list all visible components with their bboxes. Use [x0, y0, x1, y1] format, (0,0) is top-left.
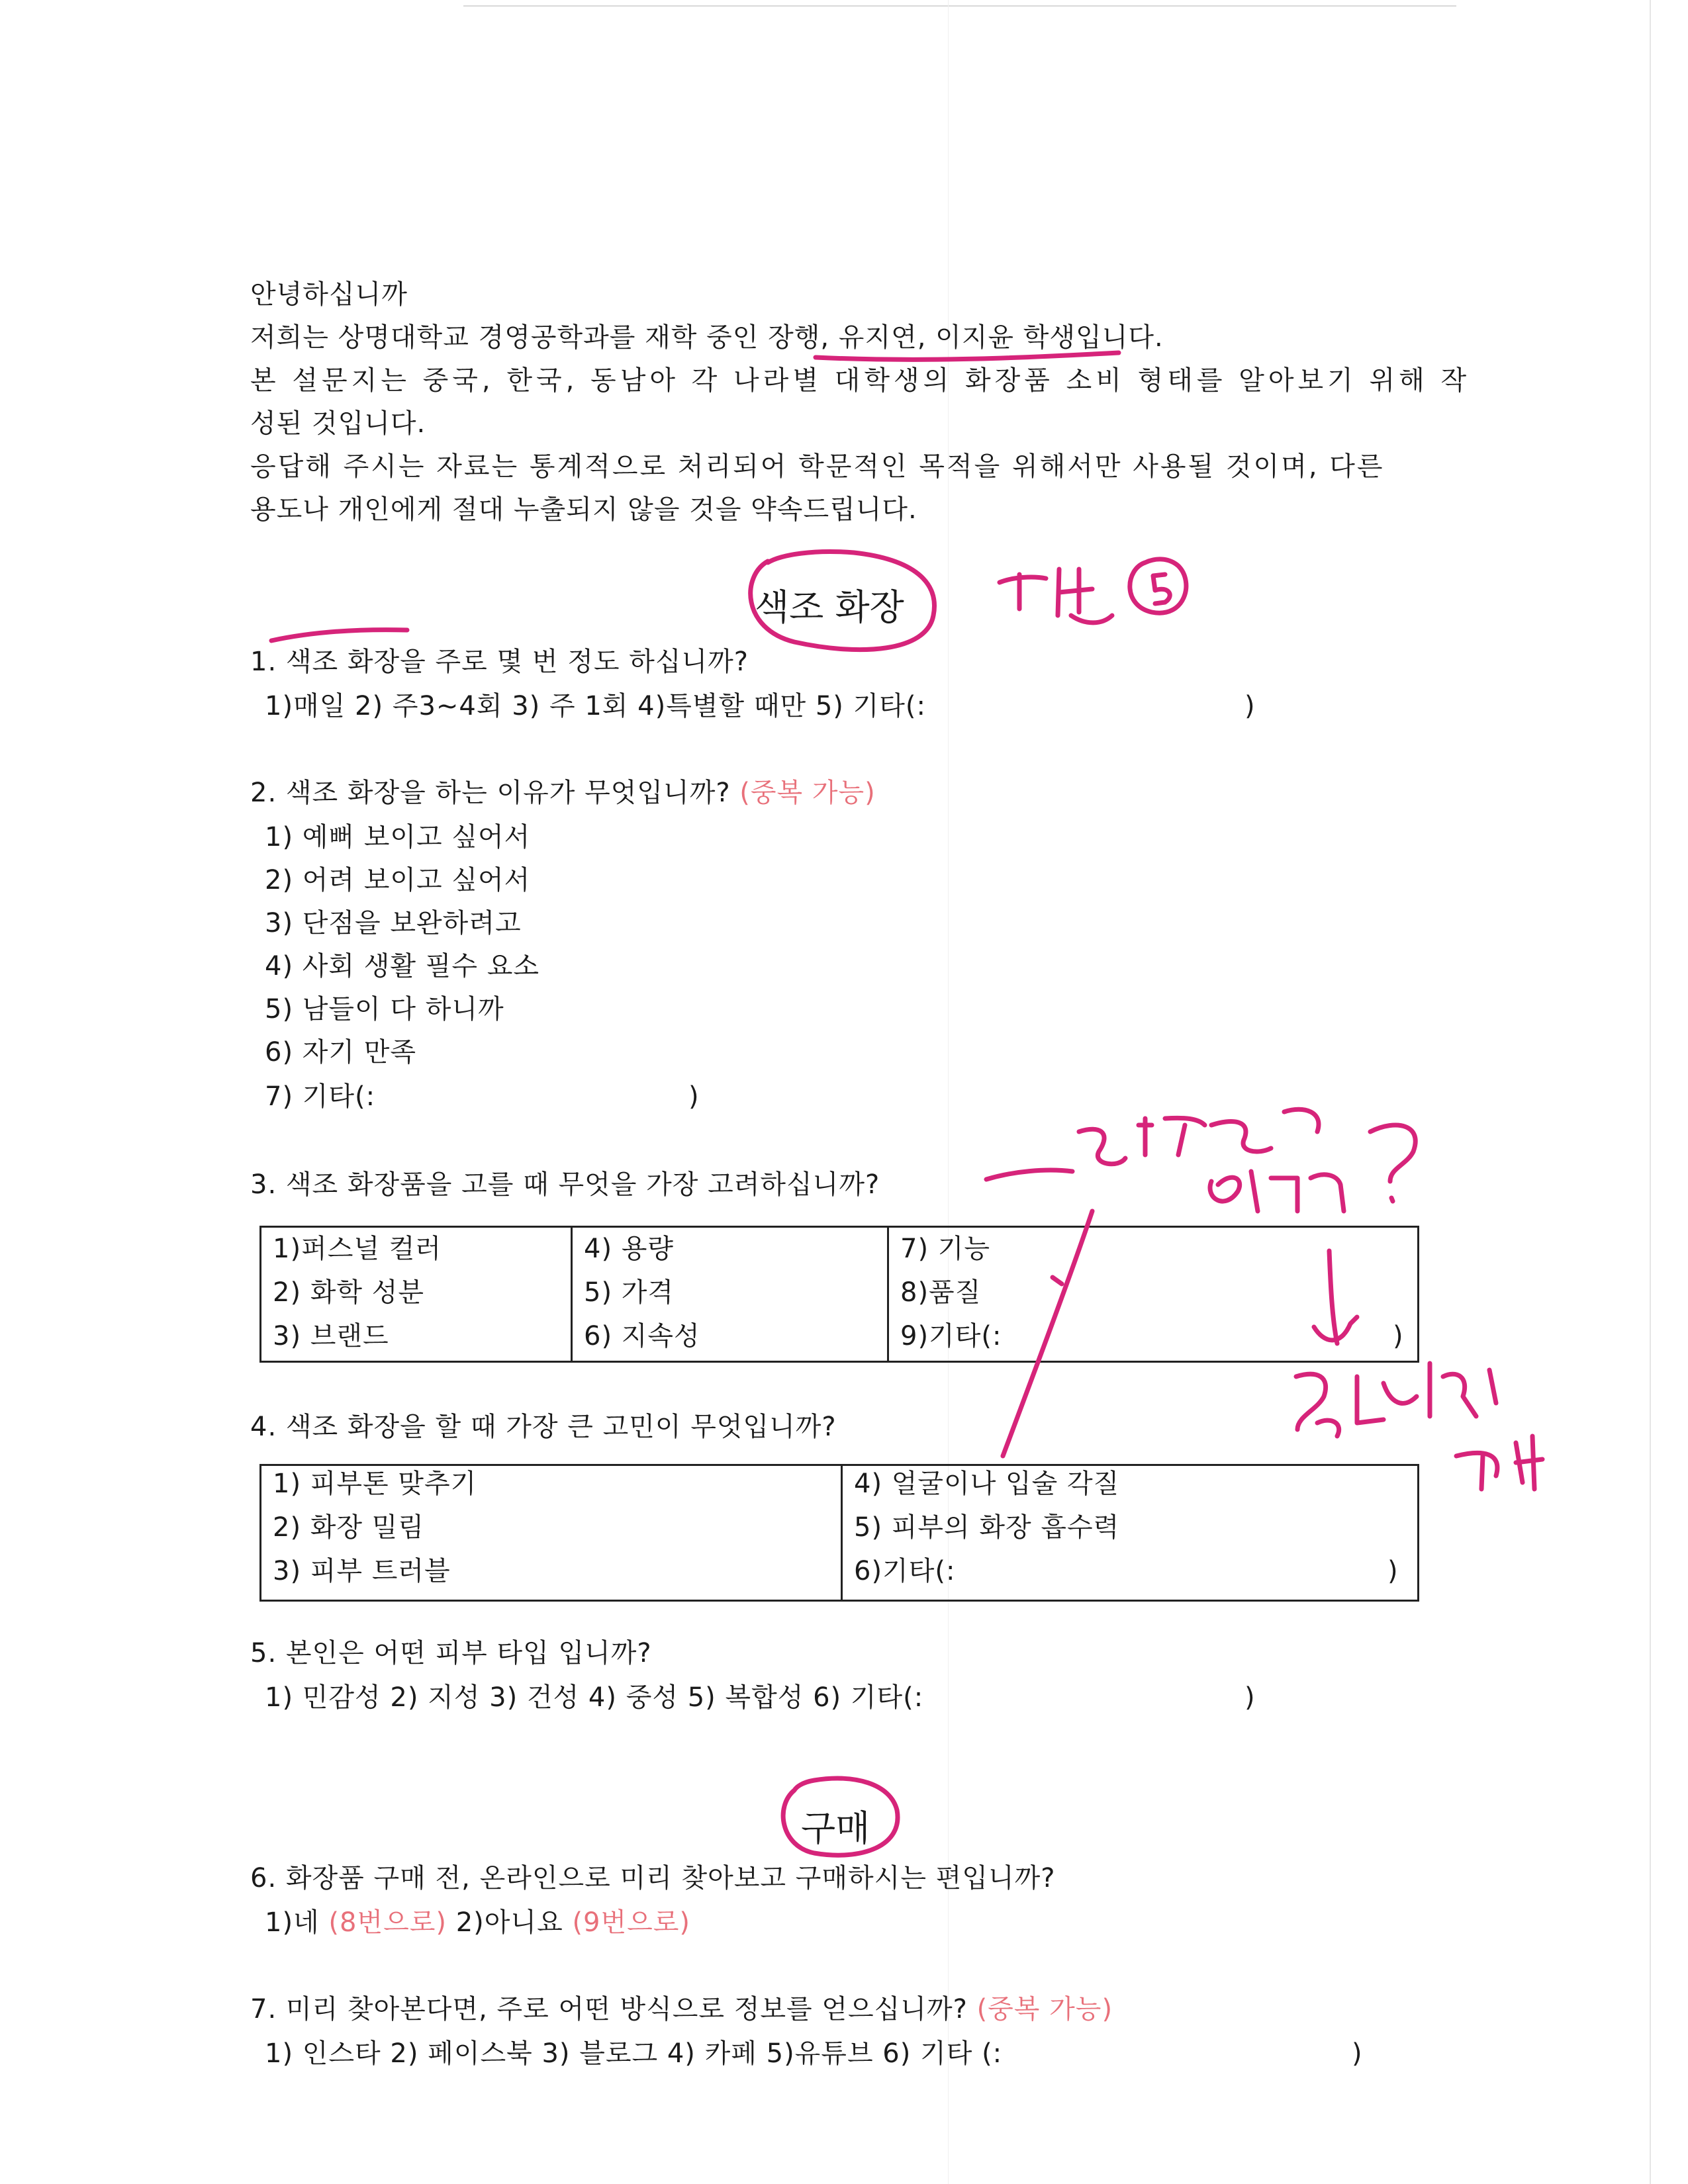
q6-option-no: 2)아니요: [455, 1907, 563, 1938]
section-title-purchase: 구매: [801, 1807, 870, 1849]
q4-option: 2) 화장 밀림: [273, 1512, 425, 1543]
section-title-makeup: 색조 화장: [755, 586, 904, 628]
q3-option: 5) 가격: [584, 1277, 675, 1308]
q2-option: 7) 기타(:: [265, 1081, 376, 1112]
note-scribble-1: [1000, 569, 1112, 623]
q4-option: 6)기타(:: [854, 1556, 956, 1586]
intro-line: 응답해 주시는 자료는 통계적으로 처리되어 학문적인 목적을 위해서만 사용될 것이며, 다른: [250, 451, 1385, 482]
intro-line: 저희는 상명대학교 경영공학과를 재학 중인 장행, 유지연, 이지윤 학생입니다.: [250, 322, 1164, 353]
intro-line: 성된 것입니다.: [250, 408, 426, 439]
q4-option: 4) 얼굴이나 입술 각질: [854, 1469, 1120, 1499]
q2-question-text: 2. 색조 화장을 하는 이유가 무엇입니까?: [250, 778, 731, 808]
intro-line: 안녕하십니까: [250, 279, 408, 310]
q6-question: 6. 화장품 구매 전, 온라인으로 미리 찾아보고 구매하시는 편입니까?: [250, 1863, 1056, 1893]
q4-option: 5) 피부의 화장 흡수력: [854, 1512, 1120, 1543]
q1-options: 1)매일 2) 주3~4회 3) 주 1회 4)특별할 때만 5) 기타(:: [265, 691, 926, 721]
q3-dash: [986, 1170, 1072, 1179]
q3-option: 9)기타(:: [900, 1321, 1002, 1351]
q3-option: 7) 기능: [900, 1234, 991, 1264]
q2-multi-note: (중복 가능): [739, 778, 876, 808]
intro-line: 용도나 개인에게 절대 누출되지 않을 것을 약속드립니다.: [250, 494, 917, 525]
q6-option-yes: 1)네: [265, 1907, 320, 1938]
q4-option: 3) 피부 트러블: [273, 1556, 451, 1586]
down-arrow: [1314, 1251, 1357, 1343]
q5-question: 5. 본인은 어떤 피부 타입 입니까?: [250, 1638, 652, 1668]
q3-question: 3. 색조 화장품을 고를 때 무엇을 가장 고려하십니까?: [250, 1169, 880, 1200]
slash-tick: [1053, 1277, 1062, 1284]
q4-question: 4. 색조 화장을 할 때 가장 큰 고민이 무엇입니까?: [250, 1412, 837, 1442]
section-circle-1: [751, 551, 935, 649]
q6-goto-no: (9번으로): [572, 1907, 691, 1938]
names-underline: [816, 353, 1119, 359]
q7-question-text: 7. 미리 찾아본다면, 주로 어떤 방식으로 정보를 얻으십니까?: [250, 1994, 968, 2025]
q7-close: ): [1352, 2038, 1363, 2069]
q2-close: ): [688, 1081, 700, 1112]
q1-question: 1. 색조 화장을 주로 몇 번 정도 하십니까?: [250, 647, 749, 677]
q3-option: 1)퍼스널 컬러: [273, 1234, 442, 1264]
q3-option: 8)품질: [900, 1277, 982, 1308]
q1-close: ): [1244, 691, 1256, 721]
q2-option: 3) 단점을 보완하려고: [265, 908, 522, 938]
q2-option: 6) 자기 만족: [265, 1037, 417, 1068]
q2-option: 4) 사회 생활 필수 요소: [265, 951, 540, 981]
q7-multi-note: (중복 가능): [976, 1994, 1113, 2025]
slash-stroke: [1003, 1211, 1092, 1456]
q5-options: 1) 민감성 2) 지성 3) 건성 4) 중성 5) 복합성 6) 기타(:: [265, 1682, 924, 1713]
q3-option: 4) 용량: [584, 1234, 675, 1264]
q4-option: 1) 피부톤 맞추기: [273, 1469, 477, 1499]
q2-option: 1) 예뻐 보이고 싶어서: [265, 822, 531, 852]
note-scribble-3: [1210, 1125, 1415, 1211]
q6-goto-yes: (8번으로): [328, 1907, 447, 1938]
q3-option: 2) 화학 성분: [273, 1277, 425, 1308]
q3-option: 6) 지속성: [584, 1321, 700, 1351]
note-scribble-4: [1296, 1363, 1542, 1489]
q2-option: 2) 어려 보이고 싶어서: [265, 865, 531, 895]
note-scribble-2: [1079, 1109, 1319, 1163]
q2-option: 5) 남들이 다 하니까: [265, 994, 504, 1024]
q1-overline: [271, 630, 407, 641]
q3-close: ): [1393, 1321, 1404, 1351]
q4-close: ): [1387, 1556, 1399, 1586]
intro-line: 본 설문지는 중국, 한국, 동남아 각 나라별 대학생의 화장품 소비 형태를 알아보기 위해 작: [250, 365, 1471, 396]
note-circled-number: [1130, 559, 1186, 613]
q3-option: 3) 브랜드: [273, 1321, 389, 1351]
section-circle-2: [783, 1778, 898, 1855]
q7-options: 1) 인스타 2) 페이스북 3) 블로그 4) 카페 5)유튜브 6) 기타 (:: [265, 2038, 1003, 2069]
q5-close: ): [1244, 1682, 1256, 1713]
